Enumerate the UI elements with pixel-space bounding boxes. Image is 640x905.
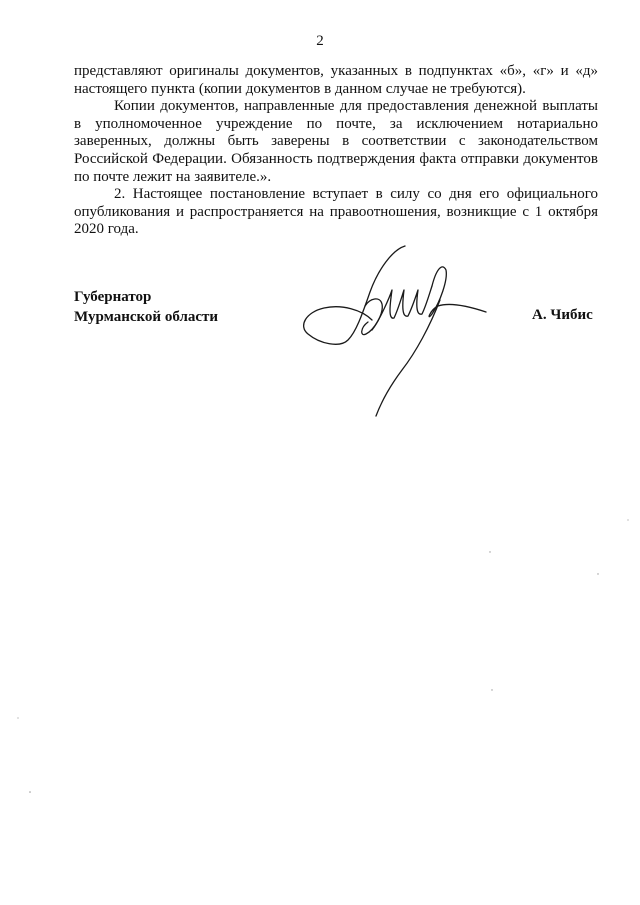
paragraph-effective-date: 2. Настоящее постановление вступает в силу со дня его официального опубликования и распространяется на правоотношения, возникщие с 1 октября 2020 года. xyxy=(74,186,598,238)
handwritten-signature-icon xyxy=(290,240,490,420)
signatory-title xyxy=(74,287,218,327)
signatory-name: А. Чибис xyxy=(532,307,593,323)
signatory-title-line1: Губернатор xyxy=(74,289,152,305)
paragraph-continuation: представляют оригиналы документов, указанных в подпунктах «б», «г» и «д» настоящего пункта (копии документов в данном случае не требуются). xyxy=(74,63,598,97)
document-body xyxy=(74,63,598,239)
signatory-title-line2: Мурманской области xyxy=(74,309,219,325)
paragraph-postal-copies: Копии документов, направленные для предоставления денежной выплаты в уполномоченное учреждение по почте, за исключением нотариально заверенных, должны быть заверены в соответствии с законодательством Российской Федерации. Обязанность подтверждения факта отправки документов по почте лежит на заявителе.». xyxy=(74,98,598,185)
page-number: 2 xyxy=(316,33,324,49)
